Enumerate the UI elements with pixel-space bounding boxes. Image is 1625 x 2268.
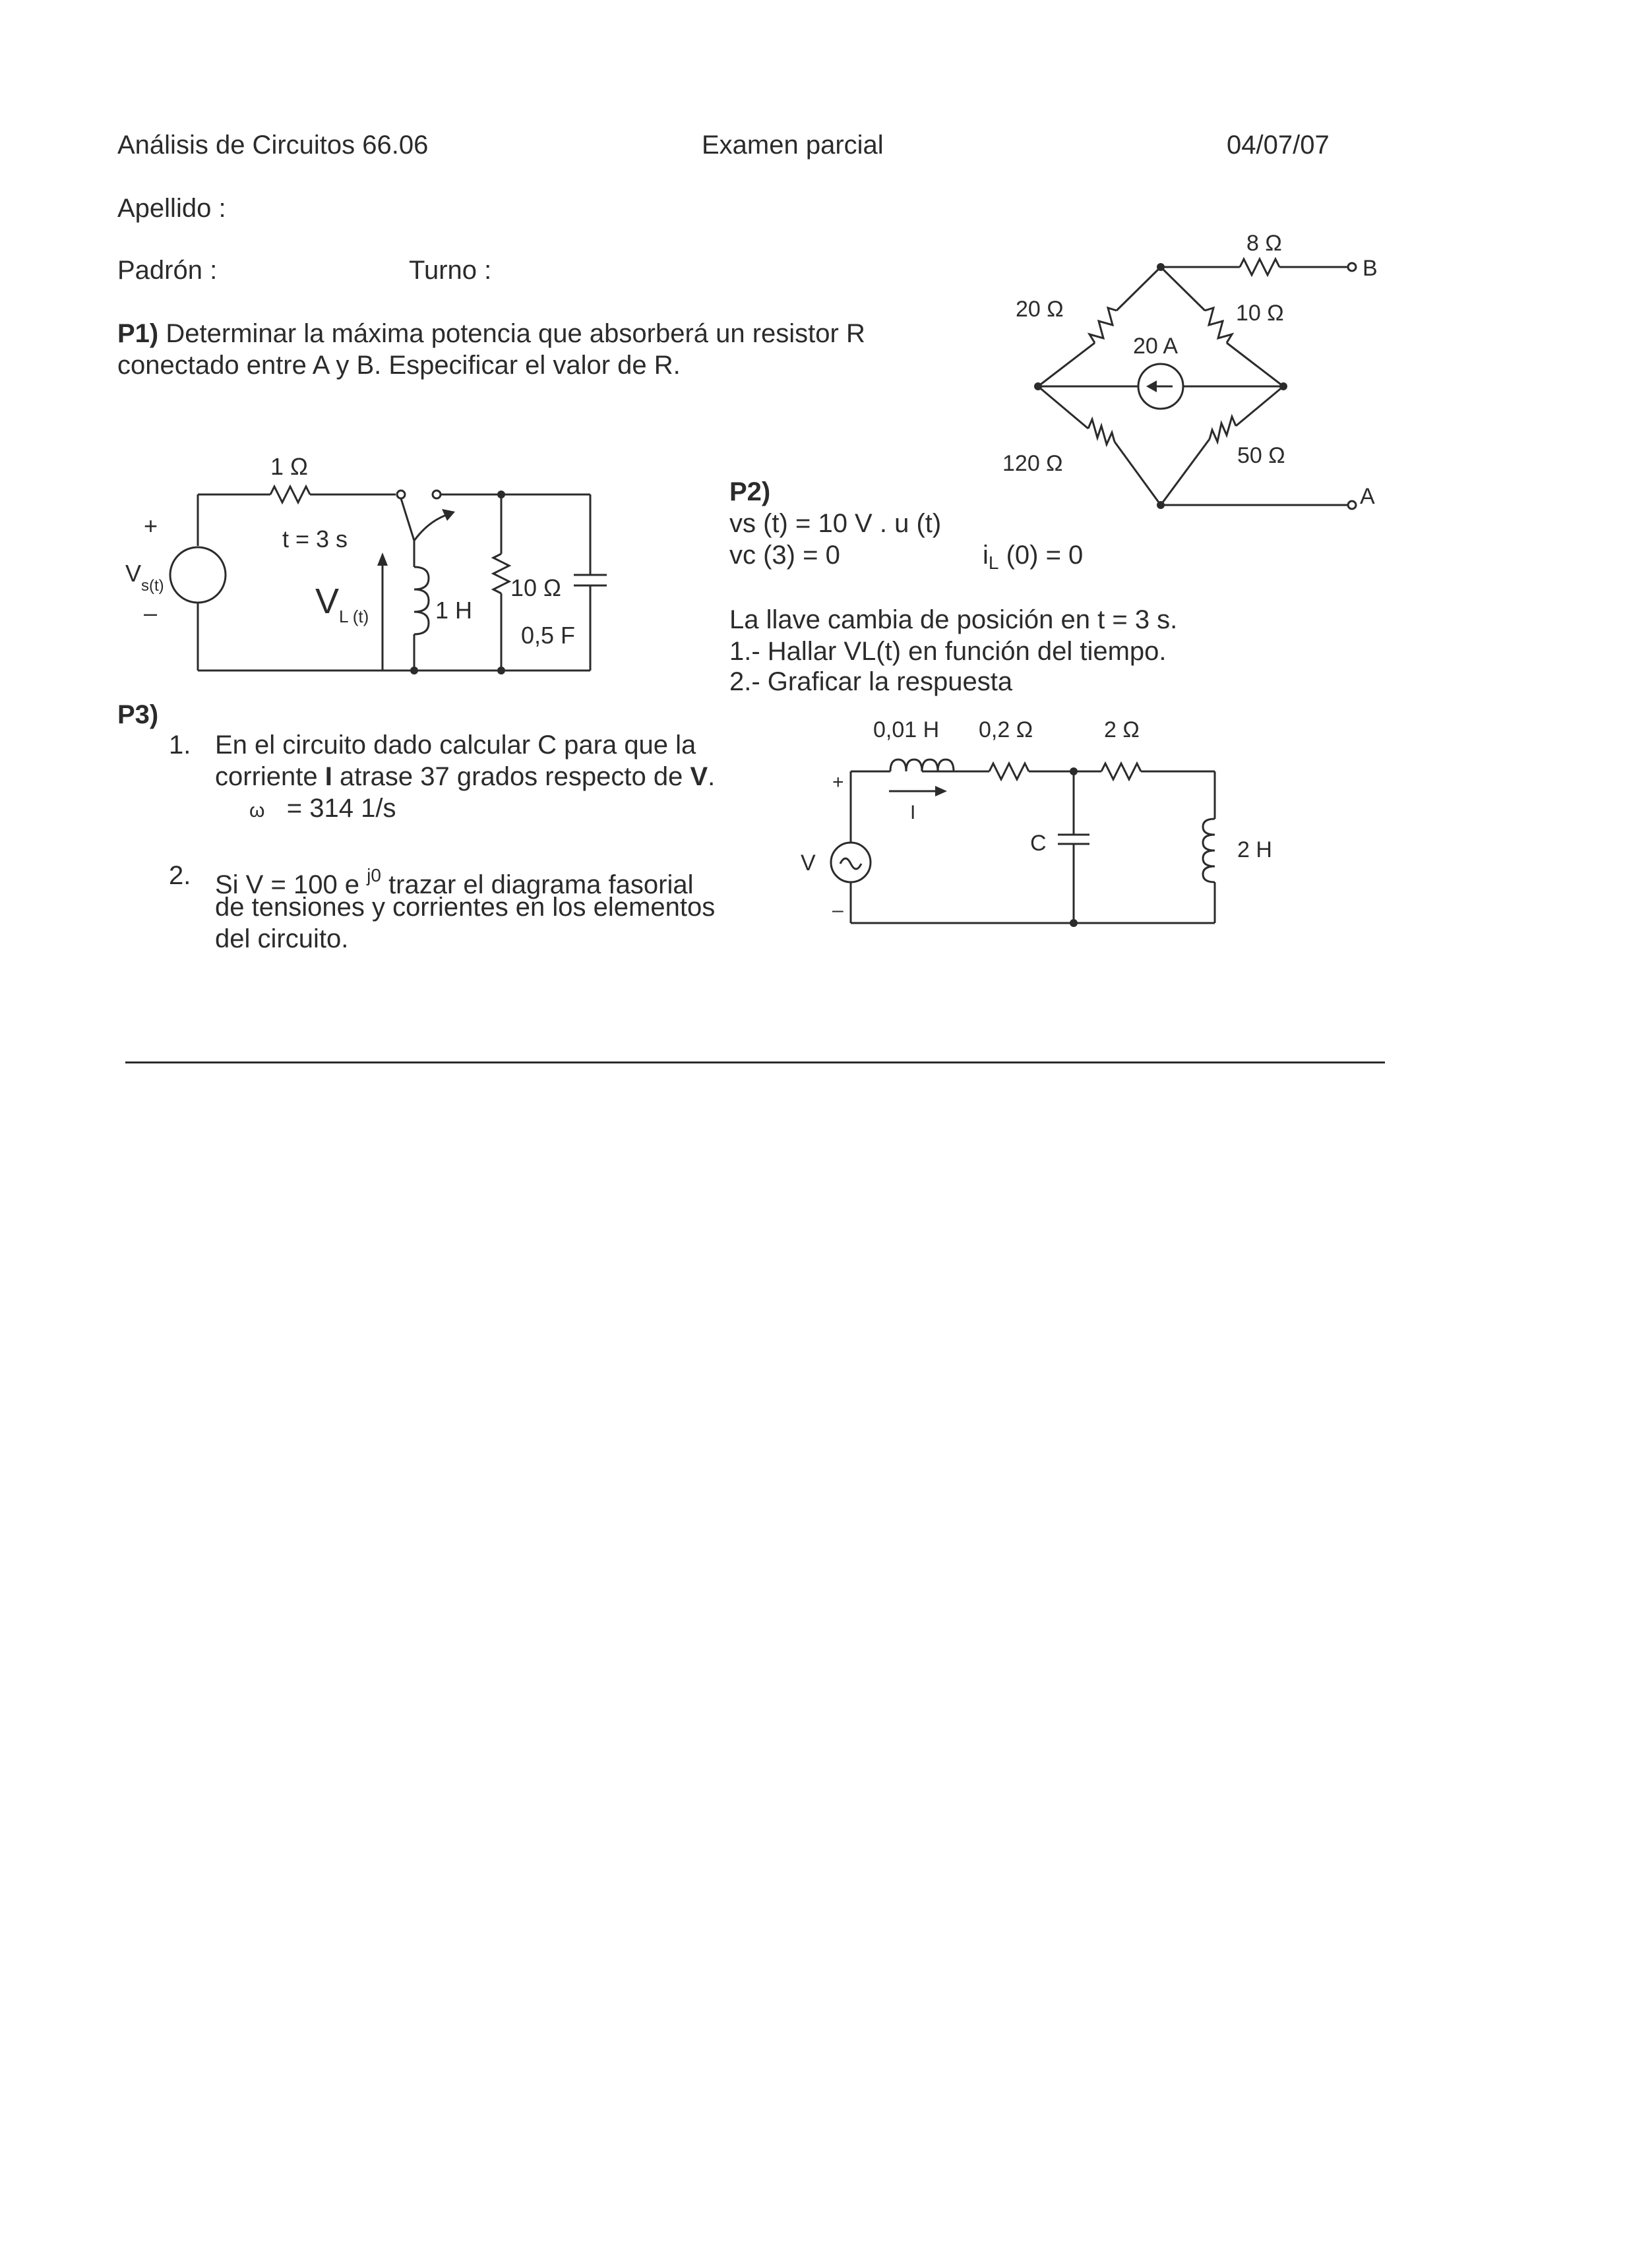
p2-resistor-label: 10 Ω	[510, 574, 561, 601]
p3-source-minus: –	[832, 899, 843, 921]
p3-item1-number: 1.	[169, 731, 191, 760]
p2-capacitor-label: 0,5 F	[521, 622, 576, 649]
surname-label: Apellido :	[117, 194, 226, 223]
p3-capacitor-label: C	[1030, 831, 1047, 856]
p1-bridge-circuit	[989, 218, 1411, 527]
shift-label: Turno :	[409, 256, 492, 285]
p3-item2-number: 2.	[169, 861, 191, 890]
p1-source-label: 20 A	[1133, 334, 1179, 359]
student-id-label: Padrón :	[117, 256, 218, 285]
p2-source-label: $V_{s(t)}$	[125, 560, 164, 595]
p2-task-2: 2.- Graficar la respuesta	[729, 667, 1013, 696]
p2-r1-label: 1 Ω	[270, 453, 308, 480]
p2-source-minus: –	[144, 599, 158, 626]
p3-source-label: V	[801, 850, 816, 876]
p1-r8-label: 8 Ω	[1246, 231, 1282, 256]
p1-text-1: Determinar la máxima potencia que absorberá un resistor R	[166, 319, 865, 348]
p3-item1-line1: En el circuito dado calcular C para que la	[215, 731, 696, 760]
p2-vl-label: $V_{L (t)}$	[315, 582, 369, 626]
p3-r-right-label: 2 Ω	[1104, 717, 1140, 742]
p1-statement-line1	[117, 318, 865, 349]
p2-switch-time: t = 3 s	[282, 525, 348, 552]
p1-label: P1)	[117, 319, 159, 348]
p3-source-plus: +	[832, 771, 844, 793]
exam-type: Examen parcial	[702, 131, 884, 160]
p2-switch-note: La llave cambia de posición en t = 3 s.	[729, 605, 1178, 634]
p2-vc-line: vc (3) = 0	[729, 541, 840, 570]
p2-task-1: 1.- Hallar VL(t) en función del tiempo.	[729, 637, 1167, 666]
course-title: Análisis de Circuitos 66.06	[117, 131, 429, 160]
p3-ac-circuit	[791, 705, 1293, 936]
terminal-a: A	[1360, 484, 1375, 509]
p3-item2-line2: de tensiones y corrientes en los elementos	[215, 893, 716, 922]
separator-line	[125, 1061, 1385, 1063]
p1-statement-line2: conectado entre A y B. Especificar el valor de R.	[117, 351, 681, 380]
p1-r10-label: 10 Ω	[1236, 301, 1284, 326]
p2-vs-line: vs (t) = 10 V . u (t)	[729, 509, 942, 538]
p1-r50-label: 50 Ω	[1237, 443, 1285, 468]
p3-l-series-label: 0,01 H	[873, 717, 940, 742]
p1-r20-label: 20 Ω	[1016, 297, 1064, 322]
exam-date: 04/07/07	[1227, 131, 1330, 160]
p3-label: P3)	[117, 700, 159, 729]
p2-source-plus: +	[144, 512, 158, 539]
p2-switched-circuit	[119, 422, 620, 686]
p3-inductor-label: 2 H	[1237, 837, 1272, 862]
p3-omega: ω = 314 1/s	[249, 794, 396, 823]
p3-current-label: I	[910, 802, 916, 823]
p3-item2-line1: Si V = 100 e $^{j0}$ trazar el diagrama fasorial	[215, 865, 694, 899]
p3-item2-line3: del circuito.	[215, 924, 349, 953]
p3-r-series-label: 0,2 Ω	[979, 717, 1033, 742]
p2-inductor-label: 1 H	[435, 597, 473, 624]
p2-label: P2)	[729, 477, 771, 506]
p2-il-line: $i_L$ (0) = 0	[983, 541, 1084, 573]
terminal-b: B	[1363, 256, 1378, 281]
p3-item1-line2: corriente I atrase 37 grados respecto de V.	[215, 762, 716, 791]
p1-r120-label: 120 Ω	[1002, 451, 1063, 476]
